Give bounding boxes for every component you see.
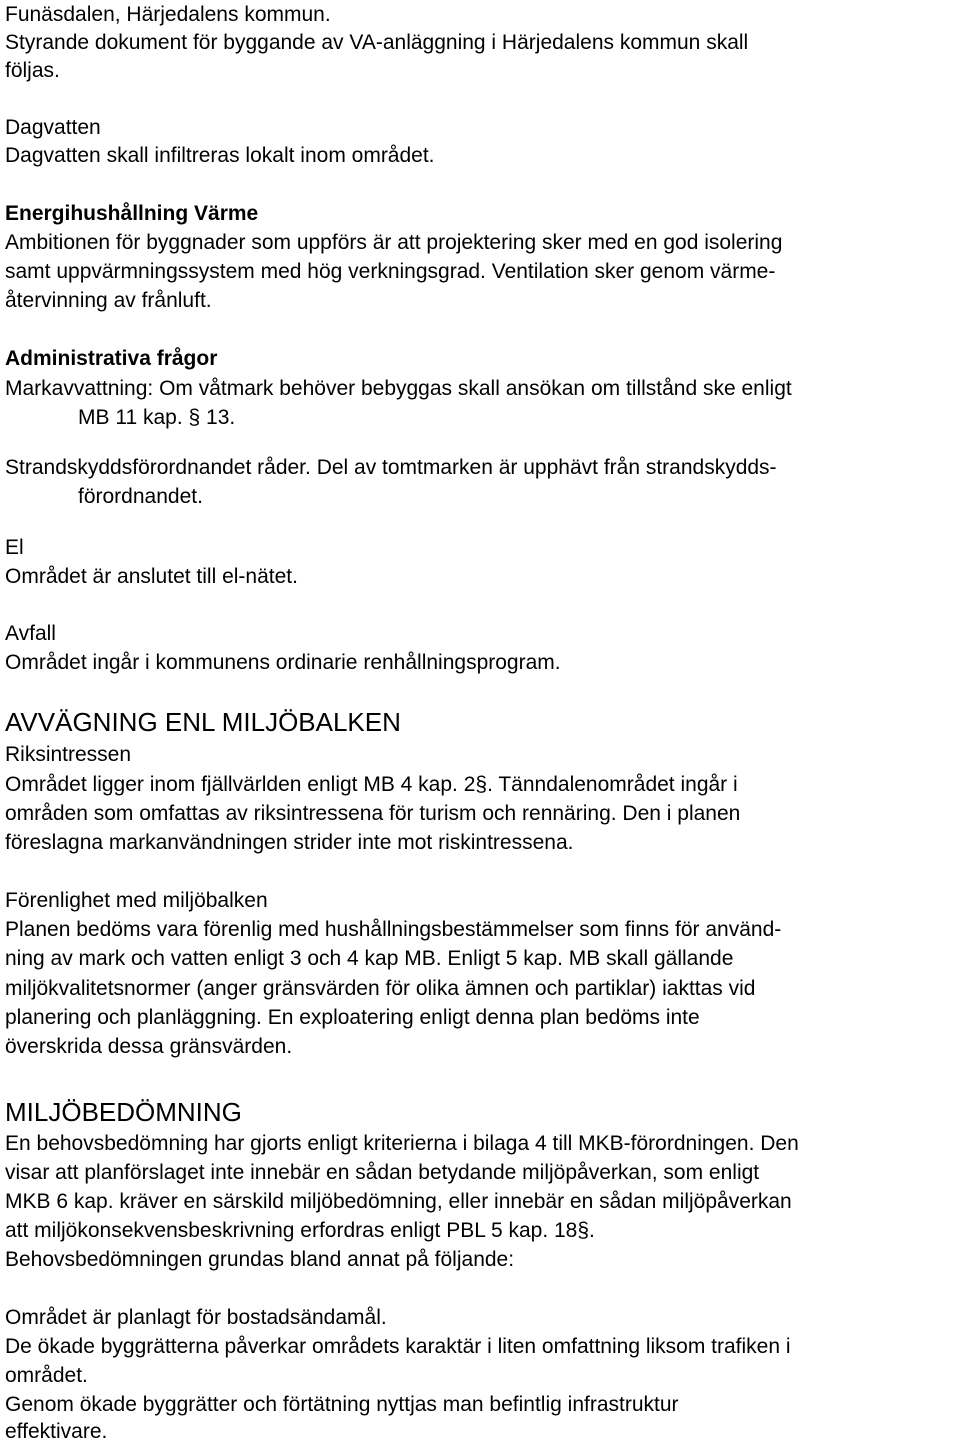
miljobedomning-line: En behovsbedömning har gjorts enligt kriterierna i bilaga 4 till MKB-förordningen. Den bbox=[5, 1132, 799, 1155]
forenlighet-line: överskrida dessa gränsvärden. bbox=[5, 1035, 293, 1058]
subheading-riksintressen: Riksintressen bbox=[5, 743, 132, 766]
forenlighet-line: miljökvalitetsnormer (anger gränsvärden för olika ämnen och partiklar) iakttas vid bbox=[5, 977, 756, 1000]
miljobedomning-line: Behovsbedömningen grundas bland annat på följande: bbox=[5, 1248, 515, 1271]
miljobedomning-line: visar att planförslaget inte innebär en sådan betydande miljöpåverkan, som enligt bbox=[5, 1161, 760, 1184]
section-heading-miljobedomning: MILJÖBEDÖMNING bbox=[5, 1097, 242, 1127]
energi-line: samt uppvärmningssystem med hög verkningsgrad. Ventilation sker genom värme- bbox=[5, 260, 776, 283]
subheading-forenlighet: Förenlighet med miljöbalken bbox=[5, 889, 268, 912]
forenlighet-line: planering och planläggning. En exploatering enligt denna plan bedöms inte bbox=[5, 1006, 700, 1029]
miljobedomning-list-line: området. bbox=[5, 1364, 88, 1387]
section-heading-el: El bbox=[5, 536, 24, 559]
miljobedomning-line: att miljökonsekvensbeskrivning erfordras enligt PBL 5 kap. 18§. bbox=[5, 1219, 595, 1242]
section-heading-energi: Energihushållning Värme bbox=[5, 202, 259, 225]
forenlighet-line: ning av mark och vatten enligt 3 och 4 kap MB. Enligt 5 kap. MB skall gällande bbox=[5, 947, 734, 970]
intro-line: Styrande dokument för byggande av VA-anläggning i Härjedalens kommun skall bbox=[5, 31, 749, 54]
forenlighet-line: Planen bedöms vara förenlig med hushållningsbestämmelser som finns för använd- bbox=[5, 918, 782, 941]
el-line: Området är anslutet till el-nätet. bbox=[5, 565, 298, 588]
admin-markavvattning-line: Markavvattning: Om våtmark behöver bebyggas skall ansökan om tillstånd ske enligt bbox=[5, 377, 792, 400]
riksintressen-line: områden som omfattas av riksintressena för turism och rennäring. Den i planen bbox=[5, 802, 741, 825]
intro-line: följas. bbox=[5, 59, 60, 82]
miljobedomning-list-line: De ökade byggrätterna påverkar områdets karaktär i liten omfattning liksom trafiken i bbox=[5, 1335, 791, 1358]
miljobedomning-list-line: Genom ökade byggrätter och förtätning nyttjas man befintlig infrastruktur bbox=[5, 1393, 679, 1416]
section-heading-admin: Administrativa frågor bbox=[5, 347, 218, 370]
miljobedomning-list-line: effektivare. bbox=[5, 1420, 108, 1443]
riksintressen-line: föreslagna markanvändningen strider inte mot riskintressena. bbox=[5, 831, 574, 854]
miljobedomning-line: MKB 6 kap. kräver en särskild miljöbedömning, eller innebär en sådan miljöpåverkan bbox=[5, 1190, 792, 1213]
section-heading-avvagning: AVVÄGNING ENL MILJÖBALKEN bbox=[5, 707, 401, 737]
dagvatten-line: Dagvatten skall infiltreras lokalt inom området. bbox=[5, 144, 435, 167]
section-heading-dagvatten: Dagvatten bbox=[5, 116, 101, 139]
intro-line: Funäsdalen, Härjedalens kommun. bbox=[5, 3, 331, 26]
admin-strandskydd-line: förordnandet. bbox=[78, 485, 203, 508]
section-heading-avfall: Avfall bbox=[5, 622, 56, 645]
admin-strandskydd-line: Strandskyddsförordnandet råder. Del av tomtmarken är upphävt från strandskydds- bbox=[5, 456, 777, 479]
avfall-line: Området ingår i kommunens ordinarie renhållningsprogram. bbox=[5, 651, 561, 674]
riksintressen-line: Området ligger inom fjällvärlden enligt MB 4 kap. 2§. Tänndalenområdet ingår i bbox=[5, 773, 738, 796]
energi-line: återvinning av frånluft. bbox=[5, 289, 212, 312]
admin-markavvattning-line: MB 11 kap. § 13. bbox=[78, 406, 236, 429]
miljobedomning-list-line: Området är planlagt för bostadsändamål. bbox=[5, 1306, 387, 1329]
energi-line: Ambitionen för byggnader som uppförs är att projektering sker med en god isolering bbox=[5, 231, 783, 254]
